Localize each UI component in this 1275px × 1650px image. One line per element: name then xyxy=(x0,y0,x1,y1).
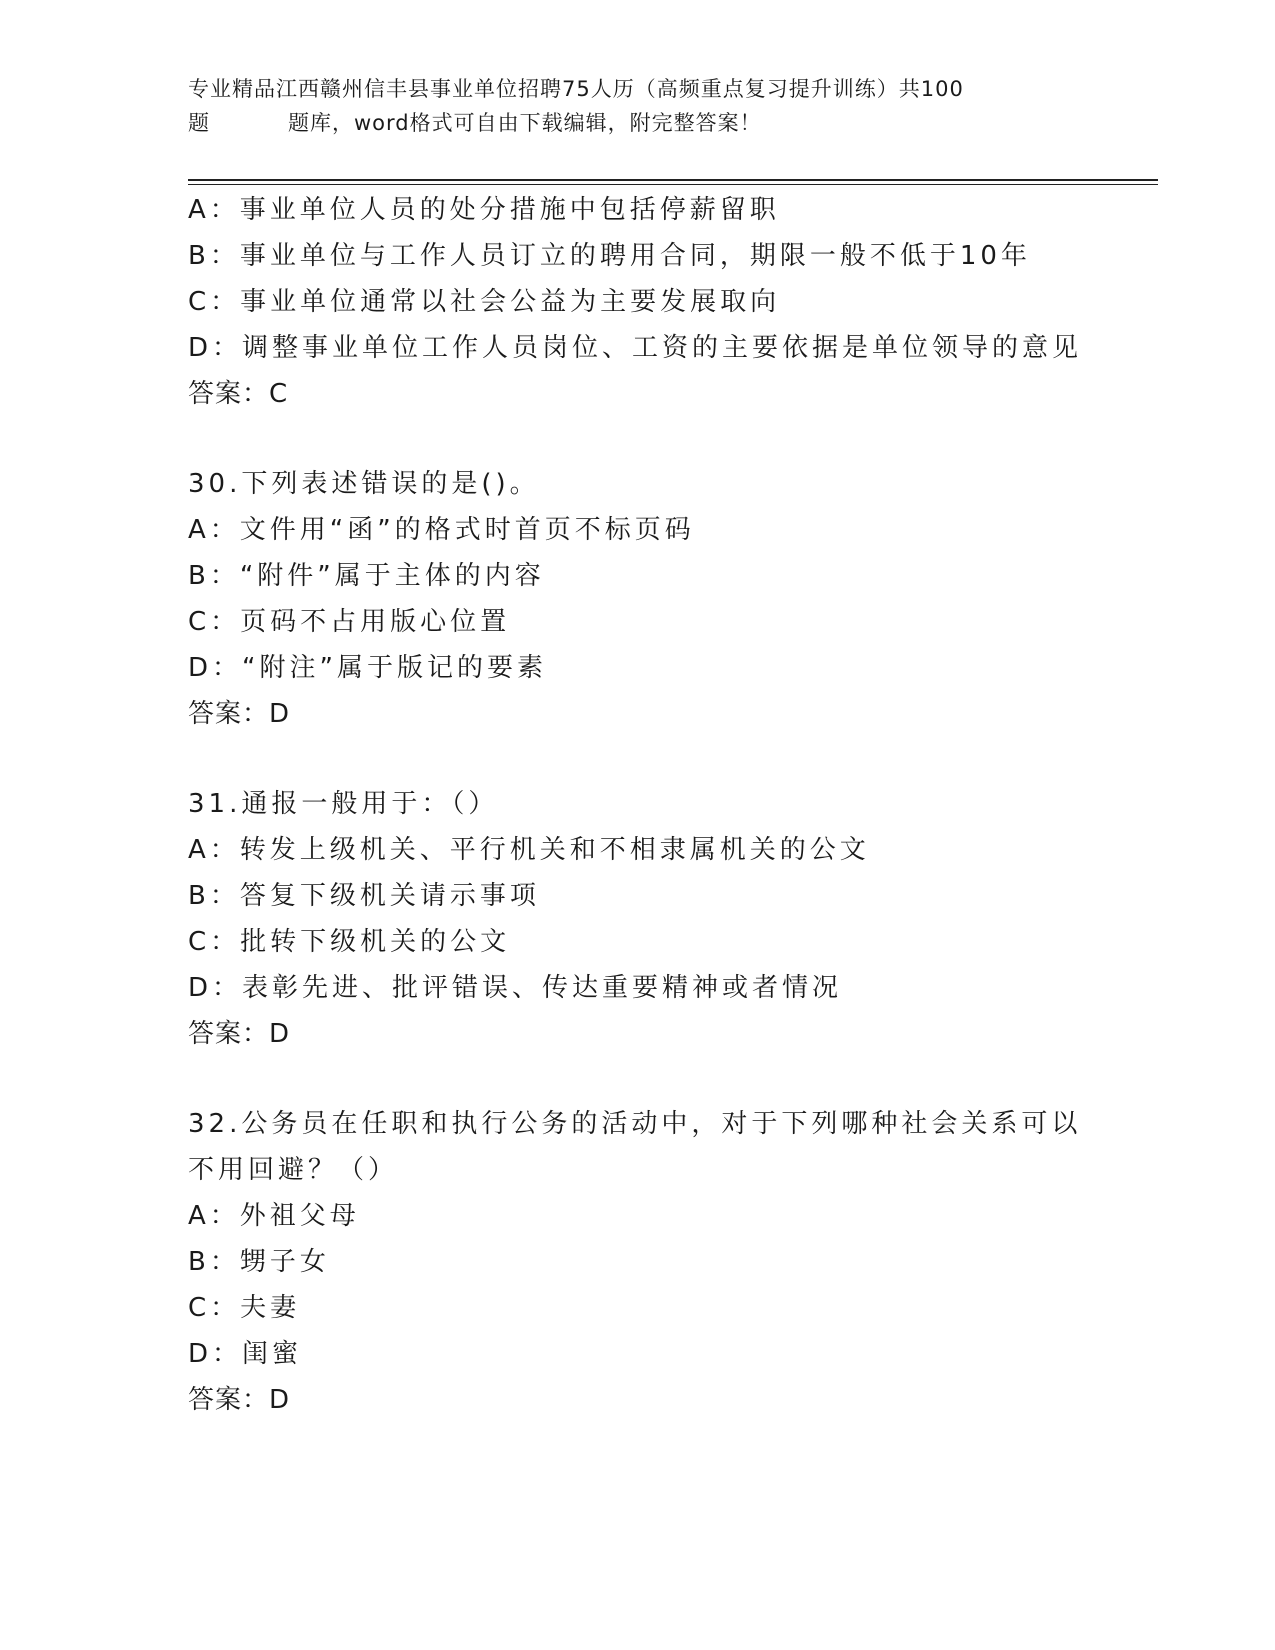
document-body xyxy=(188,187,1118,1423)
option-a: A：事业单位人员的处分措施中包括停薪留职 xyxy=(188,195,780,225)
option-c: C：页码不占用版心位置 xyxy=(188,607,511,637)
option-b: B：事业单位与工作人员订立的聘用合同，期限一般不低于10年 xyxy=(188,241,1031,271)
option-a: A：转发上级机关、平行机关和不相隶属机关的公文 xyxy=(188,835,870,865)
option-c: C：事业单位通常以社会公益为主要发展取向 xyxy=(188,287,781,317)
question-text: 31.通报一般用于：（） xyxy=(188,789,499,819)
header-title-line2-rest: 题库，word格式可自由下载编辑，附完整答案！ xyxy=(288,111,762,135)
header-title-line1: 专业精品江西赣州信丰县事业单位招聘75人历（高频重点复习提升训练）共100 xyxy=(188,77,964,101)
question-block-30 xyxy=(188,461,1118,737)
option-a: A：文件用“函”的格式时首页不标页码 xyxy=(188,515,695,545)
option-d: D：“附注”属于版记的要素 xyxy=(188,653,547,683)
option-b: B：“附件”属于主体的内容 xyxy=(188,561,545,591)
header-divider-thick xyxy=(188,179,1158,181)
header-divider-thin xyxy=(188,184,1158,185)
question-block-prev xyxy=(188,187,1118,417)
option-c: C：批转下级机关的公文 xyxy=(188,927,511,957)
option-b: B：甥子女 xyxy=(188,1247,330,1277)
header-title-line2 xyxy=(188,106,1068,140)
answer-line: 答案：C xyxy=(188,379,289,409)
document-header xyxy=(188,72,1068,140)
option-b: B：答复下级机关请示事项 xyxy=(188,881,540,911)
option-d: D：表彰先进、批评错误、传达重要精神或者情况 xyxy=(188,973,843,1003)
option-d: D：闺蜜 xyxy=(188,1339,303,1369)
header-title-line2-lead: 题 xyxy=(188,111,210,135)
option-c: C：夫妻 xyxy=(188,1293,301,1323)
answer-line: 答案：D xyxy=(188,699,291,729)
question-text: 32.公务员在任职和执行公务的活动中，对于下列哪种社会关系可以不用回避？（） xyxy=(188,1109,1082,1185)
answer-line: 答案：D xyxy=(188,1019,291,1049)
question-text: 30.下列表述错误的是()。 xyxy=(188,469,540,499)
answer-line: 答案：D xyxy=(188,1385,291,1415)
option-a: A：外祖父母 xyxy=(188,1201,360,1231)
option-d: D：调整事业单位工作人员岗位、工资的主要依据是单位领导的意见 xyxy=(188,333,1083,363)
question-block-32 xyxy=(188,1101,1118,1423)
question-block-31 xyxy=(188,781,1118,1057)
